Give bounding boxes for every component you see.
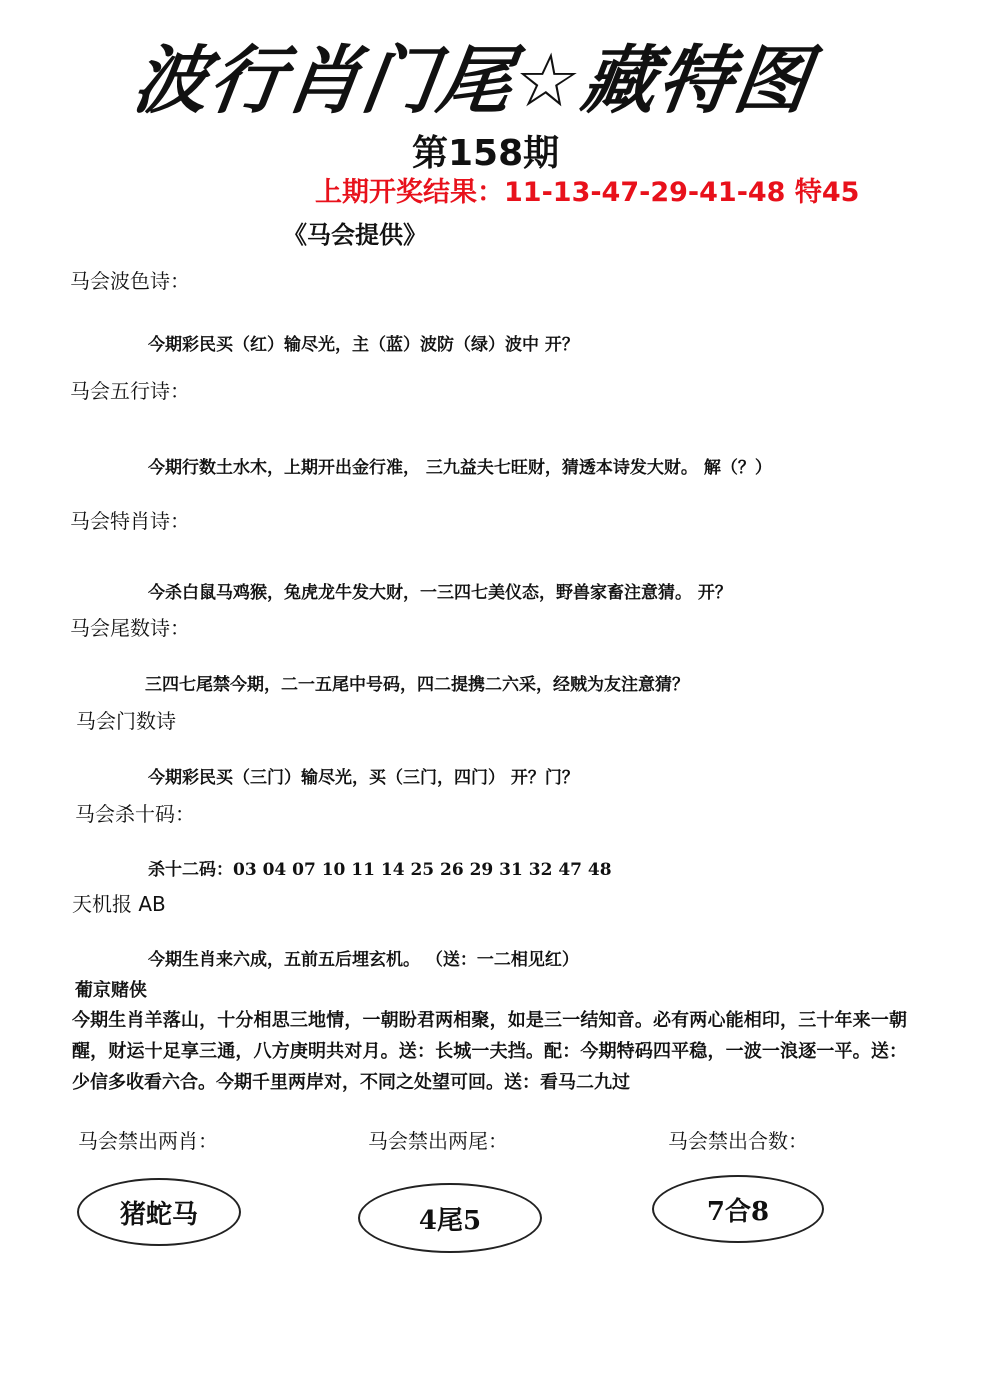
last-result: 上期开奖结果：11-13-47-29-41-48 特45 [315, 177, 860, 208]
poem-five-elements: 今期行数土水木，上期开出金行准， 三九益夫七旺财，猜透本诗发大财。 解（？） [148, 458, 772, 478]
section-heading-special-zodiac: 马会特肖诗： [70, 509, 190, 533]
poem-special-zodiac: 今杀白鼠马鸡猴，兔虎龙牛发大财，一三四七美仪态，野兽家畜注意猜。 开？ [148, 583, 732, 603]
ban-sum-ellipse [652, 1175, 824, 1243]
page-title: 波行肖门尾☆藏特图 [128, 38, 817, 124]
poem-tail-number: 三四七尾禁今期，二一五尾中号码，四二提携二六采，经贼为友注意猜？ [145, 675, 689, 695]
ban-sum-label: 马会禁出合数： [668, 1129, 808, 1153]
ban-sum-value: 7合8 [706, 1196, 770, 1227]
ban-zodiac-value: 猪蛇马 [119, 1199, 198, 1230]
ban-zodiac-ellipse [77, 1178, 241, 1246]
poem-tianji: 今期生肖来六成，五前五后埋玄机。 （送：一二相见红） [148, 950, 579, 970]
issue-number: 第158期 [412, 133, 560, 174]
section-heading-wave-color: 马会波色诗： [70, 269, 190, 293]
section-heading-gate-number: 马会门数诗 [76, 709, 176, 733]
section-heading-five-elements: 马会五行诗： [70, 379, 190, 403]
poem-gate-number: 今期彩民买（三门）输尽光，买（三门，四门） 开？门？ [148, 768, 579, 788]
source-label: 《马会提供》 [283, 220, 427, 249]
ban-tail-label: 马会禁出两尾： [368, 1129, 508, 1153]
kill-numbers-list: 杀十二码：03 04 07 10 11 14 25 26 29 31 32 47 48 [148, 860, 612, 880]
ban-zodiac-label: 马会禁出两肖： [78, 1129, 218, 1153]
section-heading-puzi: 葡京赌侠 [75, 980, 147, 1001]
poem-wave-color: 今期彩民买（红）输尽光，主（蓝）波防（绿）波中 开？ [148, 335, 579, 355]
ban-tail-ellipse [358, 1183, 542, 1253]
puzi-paragraph: 今期生肖羊落山，十分相思三地情，一朝盼君两相聚，如是三一结知音。必有两心能相印，三十年来一朝醒，财运十足享三通，八方庚明共对月。送：长城一夫挡。配：今期特码四平稳，一波一浪逐一平。送：少信多收看六合。今期千里两岸对，不同之处望可回。送：看马二九过 [72, 1010, 907, 1093]
section-heading-tail-number: 马会尾数诗： [70, 616, 190, 640]
section-heading-kill-numbers: 马会杀十码： [75, 802, 195, 826]
section-heading-tianji: 天机报 AB [72, 892, 166, 916]
ban-tail-value: 4尾5 [418, 1205, 482, 1236]
